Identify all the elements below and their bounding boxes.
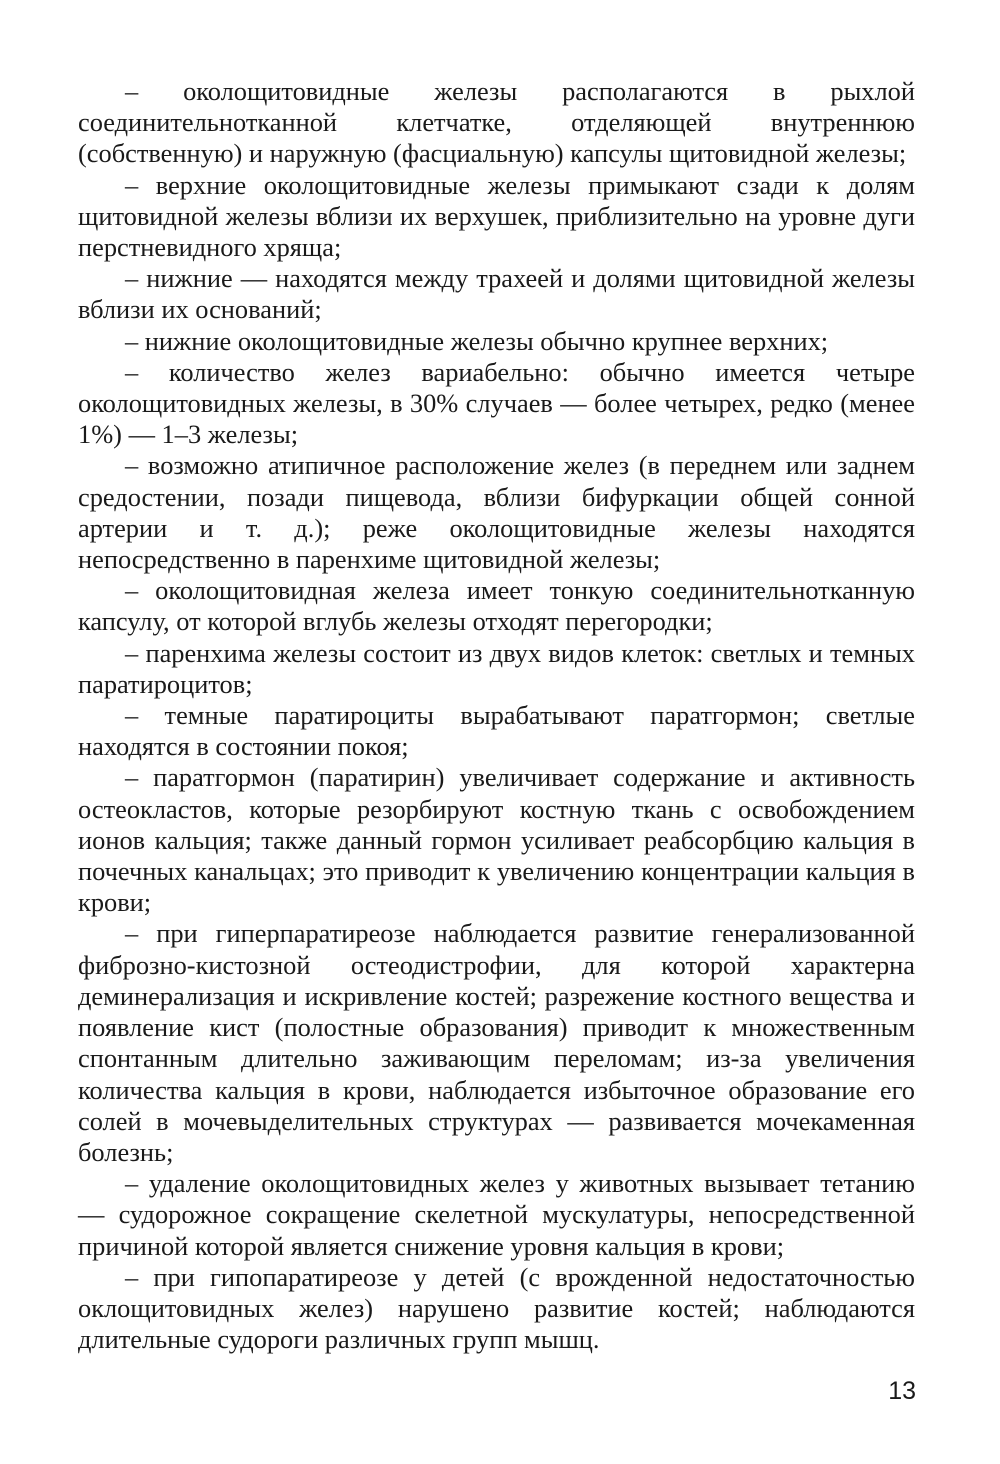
paragraph-10: – паратгормон (паратирин) увеличивает содержание и активность остеокластов, которые резорбируют костную ткань с освобождением ионов кальция; также данный гормон усиливает реабсорбцию кальция в почечных канальцах; это приводит к увеличению концентрации кальция в крови;: [78, 762, 915, 918]
paragraph-5: – количество желез вариабельно: обычно имеется четыре околощитовидных железы, в 30% случаев — более четырех, редко (менее 1%) — 1–3 железы;: [78, 356, 915, 450]
paragraph-13: – при гипопаратиреозе у детей (с врожденной недостаточностью оклощитовидных желез) нарушено развитие костей; наблюдаются длительные судороги различных групп мышц.: [78, 1261, 915, 1355]
paragraph-12: – удаление околощитовидных желез у животных вызывает тетанию — судорожное сокращение скелетной мускулатуры, непосредственной причиной которой является снижение уровня кальция в крови;: [78, 1168, 915, 1261]
paragraph-6: – возможно атипичное расположение желез (в переднем или заднем средостении, позади пищевода, вблизи бифуркации общей сонной артерии и т. д.); реже околощитовидные железы находятся непосредственно в паренхиме щитовидной железы;: [78, 450, 915, 575]
paragraph-1: – околощитовидные железы располагаются в рыхлой соединительнотканной клетчатке, отделяющей внутреннюю (собственную) и наружную (фасциальную) капсулы щитовидной железы;: [78, 76, 915, 169]
paragraph-2: – верхние околощитовидные железы примыкают сзади к долям щитовидной железы вблизи их верхушек, приблизительно на уровне дуги перстневидного хряща;: [78, 169, 915, 263]
page-number: 13: [888, 1377, 916, 1405]
body-text: [78, 76, 915, 1355]
paragraph-4: – нижние околощитовидные железы обычно крупнее верхних;: [125, 325, 829, 356]
paragraph-7: – околощитовидная железа имеет тонкую соединительнотканную капсулу, от которой вглубь железы отходят перегородки;: [78, 575, 915, 637]
paragraph-9: – темные паратироциты вырабатывают паратгормон; светлые находятся в состоянии покоя;: [78, 700, 915, 762]
paragraph-8: – паренхима железы состоит из двух видов клеток: светлых и темных паратироцитов;: [78, 637, 915, 699]
paragraph-11: – при гиперпаратиреозе наблюдается развитие генерализованной фиброзно-кистозной остеодистрофии, для которой характерна деминерализация и искривление костей; разрежение костного вещества и появление кист (полостные образования) приводит к множественным спонтанным длительно заживающим переломам; из-за увеличения количества кальция в крови, наблюдается избыточное образование его солей в мочевыделительных структурах — развивается мочекаменная болезнь;: [78, 918, 915, 1167]
paragraph-3: – нижние — находятся между трахеей и долями щитовидной железы вблизи их оснований;: [78, 263, 915, 325]
